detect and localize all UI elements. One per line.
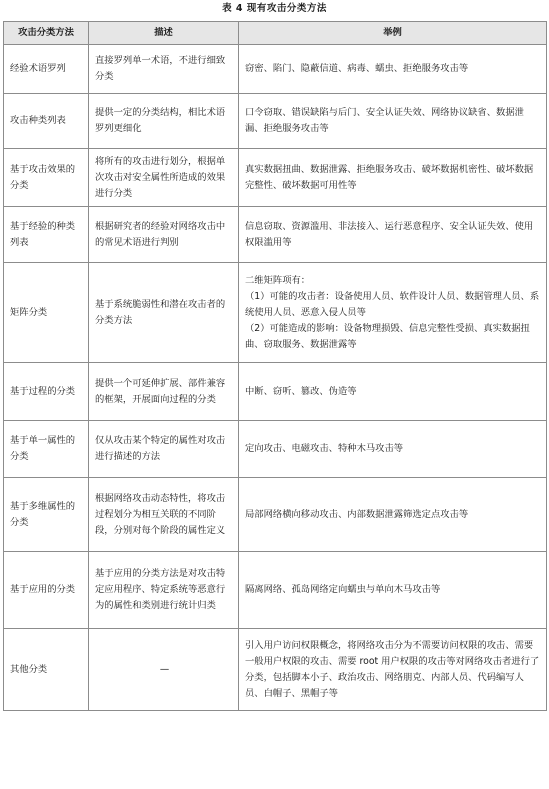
header-description: 描述 (89, 22, 239, 45)
method-cell: 基于应用的分类 (4, 552, 89, 629)
table-row (4, 363, 547, 421)
description-cell: 仅从攻击某个特定的属性对攻击进行描述的方法 (89, 421, 239, 478)
example-cell (239, 363, 547, 421)
method-cell: 经验术语罗列 (4, 45, 89, 94)
table-row (4, 207, 547, 263)
method-cell: 基于单一属性的分类 (4, 421, 89, 478)
table-row (4, 149, 547, 207)
method-cell: 基于过程的分类 (4, 363, 89, 421)
description-cell: 提供一定的分类结构，相比术语罗列更细化 (89, 94, 239, 149)
header-row (4, 22, 547, 45)
description-cell: 直接罗列单一术语，不进行细致分类 (89, 45, 239, 94)
example-line: 定向攻击、电磁攻击、特种木马攻击等 (245, 443, 404, 454)
method-cell: 矩阵分类 (4, 263, 89, 363)
example-line: 窃密、陷门、隐蔽信道、病毒、蠕虫、拒绝服务攻击等 (245, 63, 469, 74)
example-cell (239, 478, 547, 552)
table-row (4, 552, 547, 629)
table-row (4, 94, 547, 149)
description-cell: 根据网络攻击动态特性，将攻击过程划分为相互关联的不同阶段，分别对每个阶段的属性定义 (89, 478, 239, 552)
example-line: 二维矩阵项有： (245, 274, 311, 286)
table-row (4, 263, 547, 363)
table-body (4, 45, 547, 711)
attack-classification-table (3, 21, 547, 711)
description-cell: 基于系统脆弱性和潜在攻击者的分类方法 (89, 263, 239, 363)
example-line: （2）可能造成的影响：设备物理损毁、信息完整性受损、真实数据扭曲、窃取服务、数据泄露等 (245, 322, 530, 350)
method-cell: 基于多维属性的分类 (4, 478, 89, 552)
example-cell (239, 149, 547, 207)
table-caption: 表 4 现有攻击分类方法 (222, 3, 327, 14)
example-line: 口令窃取、错误缺陷与后门、安全认证失效、网络协议缺省、数据泄漏、拒绝服务攻击等 (245, 107, 524, 134)
description-cell: — (89, 629, 239, 711)
example-cell (239, 629, 547, 711)
example-line: 引入用户访问权限概念，将网络攻击分为不需要访问权限的攻击、需要一般用户权限的攻击、需要 root 用户权限的攻击等对网络攻击者进行了分类，包括脚本小子、政治攻击、网络朋克、内部人员、代码编写人员、白帽子、黑帽子等 (245, 639, 540, 699)
method-cell: 攻击种类列表 (4, 94, 89, 149)
table-row (4, 629, 547, 711)
example-cell (239, 263, 547, 363)
table-header (4, 22, 547, 45)
example-line: 中断、窃听、篡改、伪造等 (245, 385, 357, 397)
description-cell: 基于应用的分类方法是对攻击特定应用程序、特定系统等恶意行为的属性和类别进行统计归类 (89, 552, 239, 629)
method-cell: 基于攻击效果的分类 (4, 149, 89, 207)
example-line: （1）可能的攻击者：设备使用人员、软件设计人员、数据管理人员、系统使用人员、恶意入侵人员等 (245, 290, 540, 318)
example-cell (239, 552, 547, 629)
example-cell (239, 45, 547, 94)
description-cell: 提供一个可延伸扩展、部件兼容的框架，开展面向过程的分类 (89, 363, 239, 421)
description-cell: 根据研究者的经验对网络攻击中的常见术语进行判别 (89, 207, 239, 263)
table-row (4, 45, 547, 94)
example-line: 真实数据扭曲、数据泄露、拒绝服务攻击、破坏数据机密性、破坏数据完整性、破坏数据可用性等 (245, 163, 534, 191)
header-example: 举例 (239, 22, 547, 45)
table-row (4, 478, 547, 552)
example-cell (239, 421, 547, 478)
method-cell: 其他分类 (4, 629, 89, 711)
example-cell (239, 94, 547, 149)
example-line: 隔离网络、孤岛网络定向蠕虫与单向木马攻击等 (245, 584, 441, 595)
method-cell: 基于经验的种类列表 (4, 207, 89, 263)
header-method: 攻击分类方法 (4, 22, 89, 45)
example-cell (239, 207, 547, 263)
example-line: 局部网络横向移动攻击、内部数据泄露筛选定点攻击等 (245, 508, 469, 520)
example-line: 信息窃取、资源滥用、非法接入、运行恶意程序、安全认证失效、使用权限滥用等 (245, 220, 534, 248)
description-cell: 将所有的攻击进行划分，根据单次攻击对安全属性所造成的效果进行分类 (89, 149, 239, 207)
table-row (4, 421, 547, 478)
